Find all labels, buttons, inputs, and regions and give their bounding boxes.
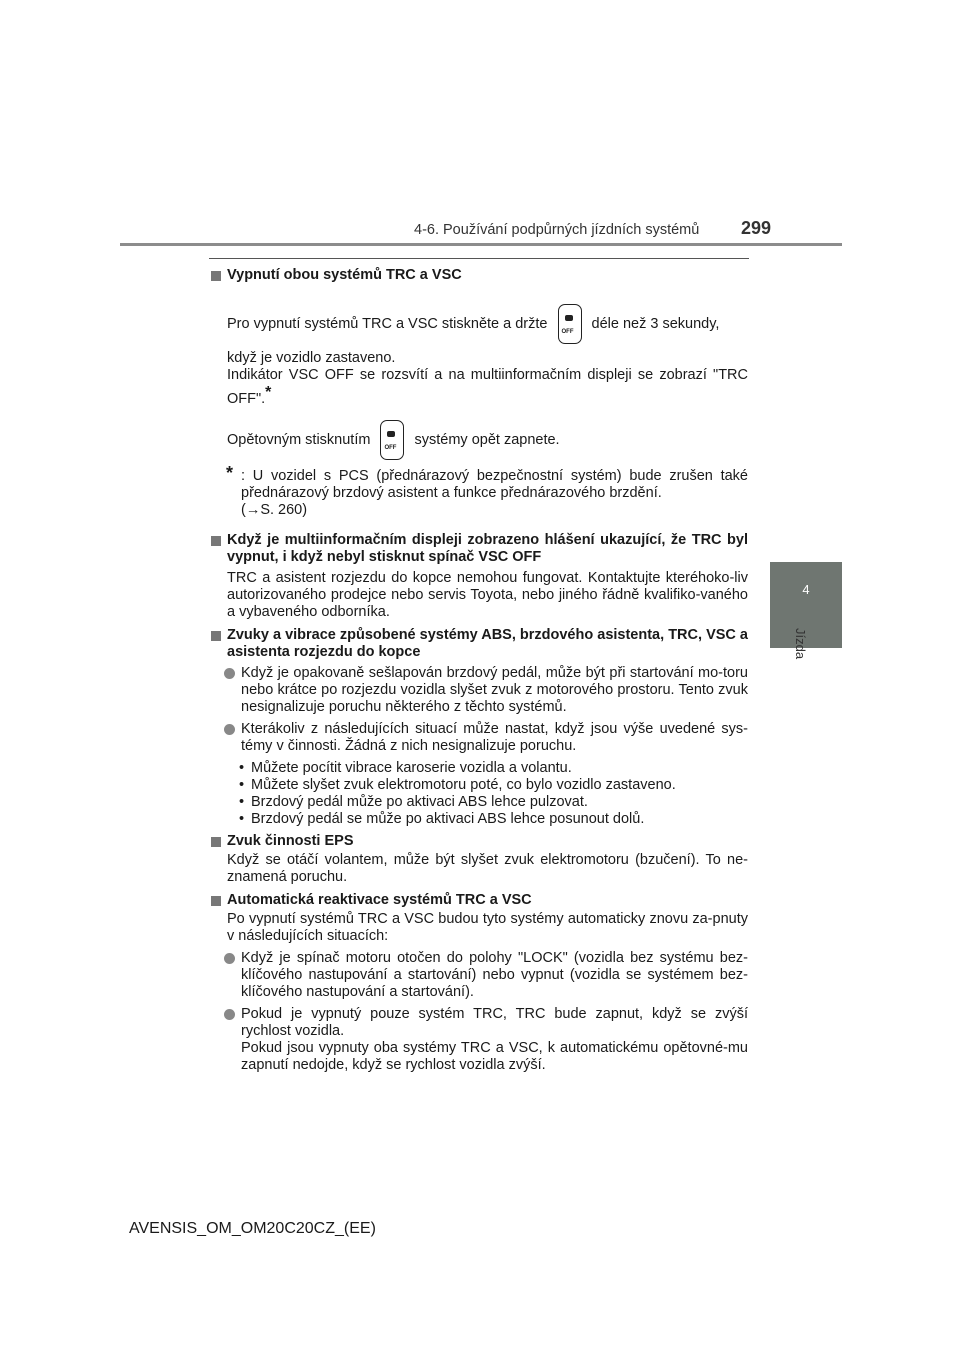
paragraph-text: déle než 3 sekundy, <box>591 315 720 332</box>
paragraph-text: Indikátor VSC OFF se rozsvítí a na multiinformačním displeji se zobrazí "TRC OFF". <box>227 367 748 407</box>
footnote-marker: * <box>226 463 234 483</box>
paragraph: když je vozidlo zastaveno. <box>227 350 396 366</box>
square-bullet-icon <box>211 837 221 847</box>
paragraph-text: Opětovným stisknutím <box>227 431 371 448</box>
list-item-text: Pokud je vypnutý pouze systém TRC, TRC bude zapnut, když se zvýší rychlost vozidla. <box>241 1006 748 1039</box>
round-bullet-icon <box>224 668 235 679</box>
page-content <box>211 263 748 1074</box>
footnote-reference: (→S. 260) <box>241 502 308 518</box>
paragraph-text: systémy opět zapnete. <box>414 431 560 448</box>
paragraph <box>211 420 748 460</box>
section-heading-text: Vypnutí obou systémů TRC a VSC <box>227 267 462 283</box>
list-item-text: Pokud jsou vypnuty oba systémy TRC a VSC, k automatickému opětovné-mu zapnutí nedojde, když se rychlost vozidla zvýší. <box>241 1040 748 1073</box>
section-rule <box>209 258 749 259</box>
list-item <box>211 721 748 755</box>
paragraph <box>211 304 748 344</box>
list-item <box>211 1006 748 1074</box>
list-item <box>211 950 748 1001</box>
sub-list-item: • Můžete slyšet zvuk elektromotoru poté, co bylo vozidlo zastaveno. <box>239 777 676 793</box>
square-bullet-icon <box>211 631 221 641</box>
footnote-marker: * <box>265 384 272 401</box>
section-heading <box>211 532 748 566</box>
sub-list <box>211 760 748 828</box>
section-heading-text: Zvuky a vibrace způsobené systémy ABS, brzdového asistenta, TRC, VSC a asistenta rozjezdu do kopce <box>227 627 748 660</box>
section-heading <box>211 892 748 909</box>
round-bullet-icon <box>224 953 235 964</box>
list-item-text: Když je opakovaně sešlapován brzdový pedál, může být při startování mo-toru nebo krátce po rozjezdu vozidla slyšet zvuk z motorového prostoru. Tento zvuk nesignalizuje poruchu některého z těchto systémů. <box>241 665 748 715</box>
section-heading <box>211 627 748 661</box>
square-bullet-icon <box>211 271 221 281</box>
round-bullet-icon <box>224 1009 235 1020</box>
paragraph: Když se otáčí volantem, může být slyšet zvuk elektromotoru (bzučení). To ne-znamená poruchu. <box>227 852 748 885</box>
header-rule <box>120 243 842 246</box>
round-bullet-icon <box>224 724 235 735</box>
sub-list-item: • Brzdový pedál se může po aktivaci ABS lehce posunout dolů. <box>239 811 645 827</box>
sub-list-item: • Brzdový pedál může po aktivaci ABS lehce pulzovat. <box>239 794 588 810</box>
paragraph: TRC a asistent rozjezdu do kopce nemohou fungovat. Kontaktujte kteréhoko-liv autorizovaného prodejce nebo servis Toyota, nebo jiného řádně kvalifiko-vaného a vybaveného odborníka. <box>227 570 748 620</box>
chapter-tab-label: Jízda <box>793 628 808 660</box>
section-heading <box>211 833 748 850</box>
vsc-off-button-icon: OFF <box>380 420 404 460</box>
section-heading <box>211 267 748 284</box>
section-heading-text: Zvuk činnosti EPS <box>227 833 354 849</box>
footnote-text: : U vozidel s PCS (přednárazový bezpečnostní systém) bude zrušen také přednárazový brzdový asistent a funkce přednárazového brzdění. <box>241 468 748 501</box>
document-footer: AVENSIS_OM_OM20C20CZ_(EE) <box>129 1220 376 1237</box>
list-item-text: Když je spínač motoru otočen do polohy "LOCK" (vozidla bez systému bez-klíčového nastupování a startování) nebo vypnut (vozidla se systémem bez-klíčového nastupování a startování). <box>241 950 748 1000</box>
chapter-title: 4-6. Používání podpůrných jízdních systémů <box>414 222 700 238</box>
section-heading-text: Automatická reaktivace systémů TRC a VSC <box>227 892 532 908</box>
list-item-text: Kterákoliv z následujících situací může nastat, když jsou výše uvedené sys-témy v činnosti. Žádná z nich nesignalizuje poruchu. <box>241 721 748 754</box>
paragraph: Po vypnutí systémů TRC a VSC budou tyto systémy automaticky znovu za-pnuty v následujících situacích: <box>227 911 748 944</box>
square-bullet-icon <box>211 536 221 546</box>
vsc-off-button-icon: OFF <box>558 304 582 344</box>
list-item <box>211 665 748 716</box>
square-bullet-icon <box>211 896 221 906</box>
paragraph-text: Pro vypnutí systémů TRC a VSC stiskněte a držte <box>227 315 548 332</box>
section-heading-text: Když je multiinformačním displeji zobrazeno hlášení ukazující, že TRC byl vypnut, i když nebyl stisknut spínač VSC OFF <box>227 532 748 565</box>
footnote <box>211 463 748 502</box>
sub-list-item: • Můžete pocítit vibrace karoserie vozidla a volantu. <box>239 760 572 776</box>
paragraph <box>211 367 748 408</box>
page-number: 299 <box>741 218 772 238</box>
chapter-tab-number: 4 <box>802 582 810 597</box>
